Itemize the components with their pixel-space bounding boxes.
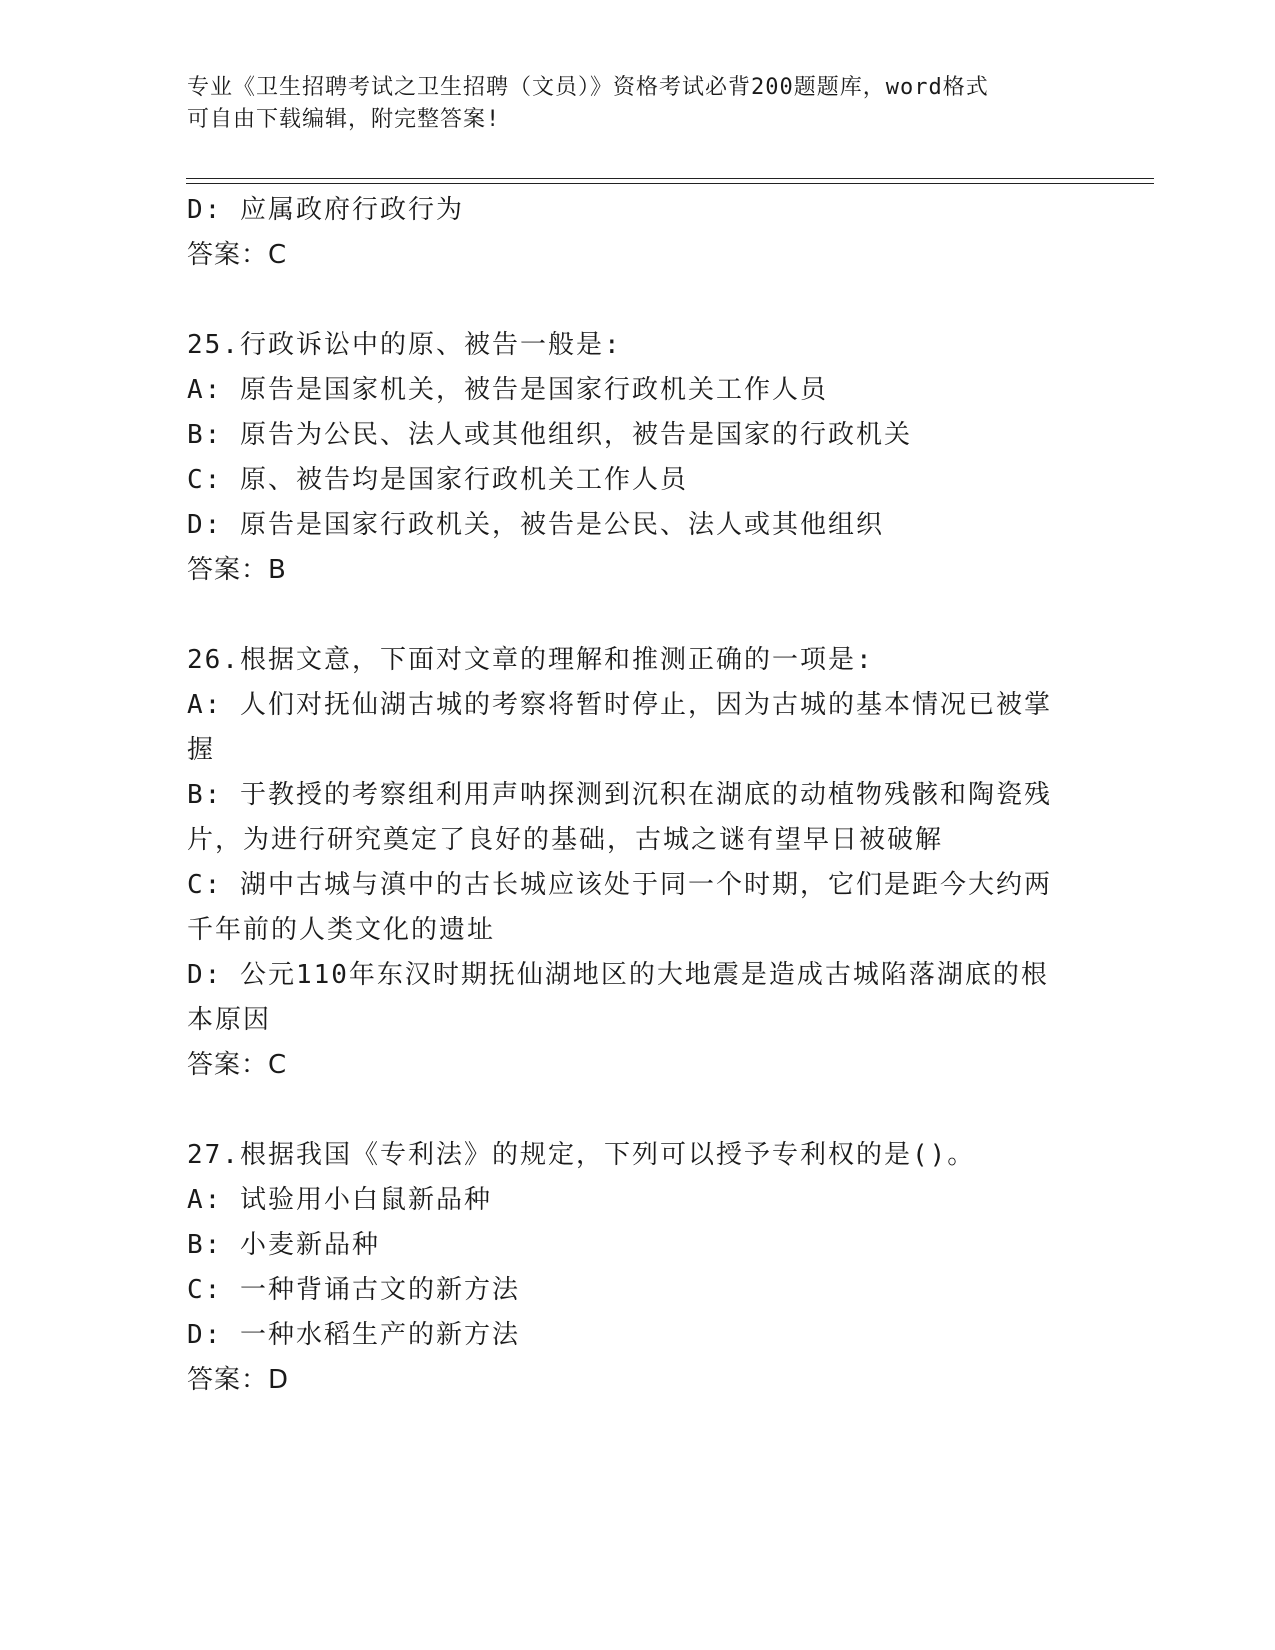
question-25 (187, 323, 1087, 593)
header-title-line-2: 可自由下载编辑，附完整答案! (187, 107, 501, 132)
answer-line: 答案：B (187, 555, 287, 585)
option-b: B: 小麦新品种 (187, 1230, 380, 1260)
option-a: A: 试验用小白鼠新品种 (187, 1185, 492, 1215)
option-b-line-2: 片，为进行研究奠定了良好的基础，古城之谜有望早日被破解 (187, 825, 944, 855)
header-divider-bottom (186, 183, 1154, 184)
option-d: D: 一种水稻生产的新方法 (187, 1320, 520, 1350)
option-a-line-2: 握 (187, 735, 216, 765)
answer-line: 答案：C (187, 240, 288, 270)
option-d-line-2: 本原因 (187, 1005, 272, 1035)
option-b-line-1: B: 于教授的考察组利用声呐探测到沉积在湖底的动植物残骸和陶瓷残 (187, 780, 1052, 810)
option-c: C: 一种背诵古文的新方法 (187, 1275, 520, 1305)
answer-line: 答案：C (187, 1050, 288, 1080)
option-c-line-1: C: 湖中古城与滇中的古长城应该处于同一个时期，它们是距今大约两 (187, 870, 1052, 900)
option-d: D: 原告是国家行政机关，被告是公民、法人或其他组织 (187, 510, 884, 540)
question-27 (187, 1133, 1087, 1403)
option-a-line-1: A: 人们对抚仙湖古城的考察将暂时停止，因为古城的基本情况已被掌 (187, 690, 1052, 720)
question-stem: 25.行政诉讼中的原、被告一般是: (187, 330, 622, 360)
question-26 (187, 638, 1087, 1088)
question-list (187, 188, 1087, 1403)
header-divider-top (186, 178, 1154, 179)
answer-line: 答案：D (187, 1365, 290, 1395)
option-c-line-2: 千年前的人类文化的遗址 (187, 915, 496, 945)
option-d-line-1: D: 公元110年东汉时期抚仙湖地区的大地震是造成古城陷落湖底的根 (187, 960, 1049, 990)
option-c: C: 原、被告均是国家行政机关工作人员 (187, 465, 688, 495)
header-title-line-1: 专业《卫生招聘考试之卫生招聘（文员）》资格考试必背200题题库，word格式 (187, 75, 989, 100)
question-stem: 27.根据我国《专利法》的规定，下列可以授予专利权的是()。 (187, 1140, 976, 1170)
option-a: A: 原告是国家机关，被告是国家行政机关工作人员 (187, 375, 828, 405)
question-stem: 26.根据文意，下面对文章的理解和推测正确的一项是: (187, 645, 874, 675)
option-d: D: 应属政府行政行为 (187, 195, 464, 225)
previous-question-tail (187, 188, 1087, 278)
page-header (187, 72, 1067, 136)
option-b: B: 原告为公民、法人或其他组织，被告是国家的行政机关 (187, 420, 912, 450)
